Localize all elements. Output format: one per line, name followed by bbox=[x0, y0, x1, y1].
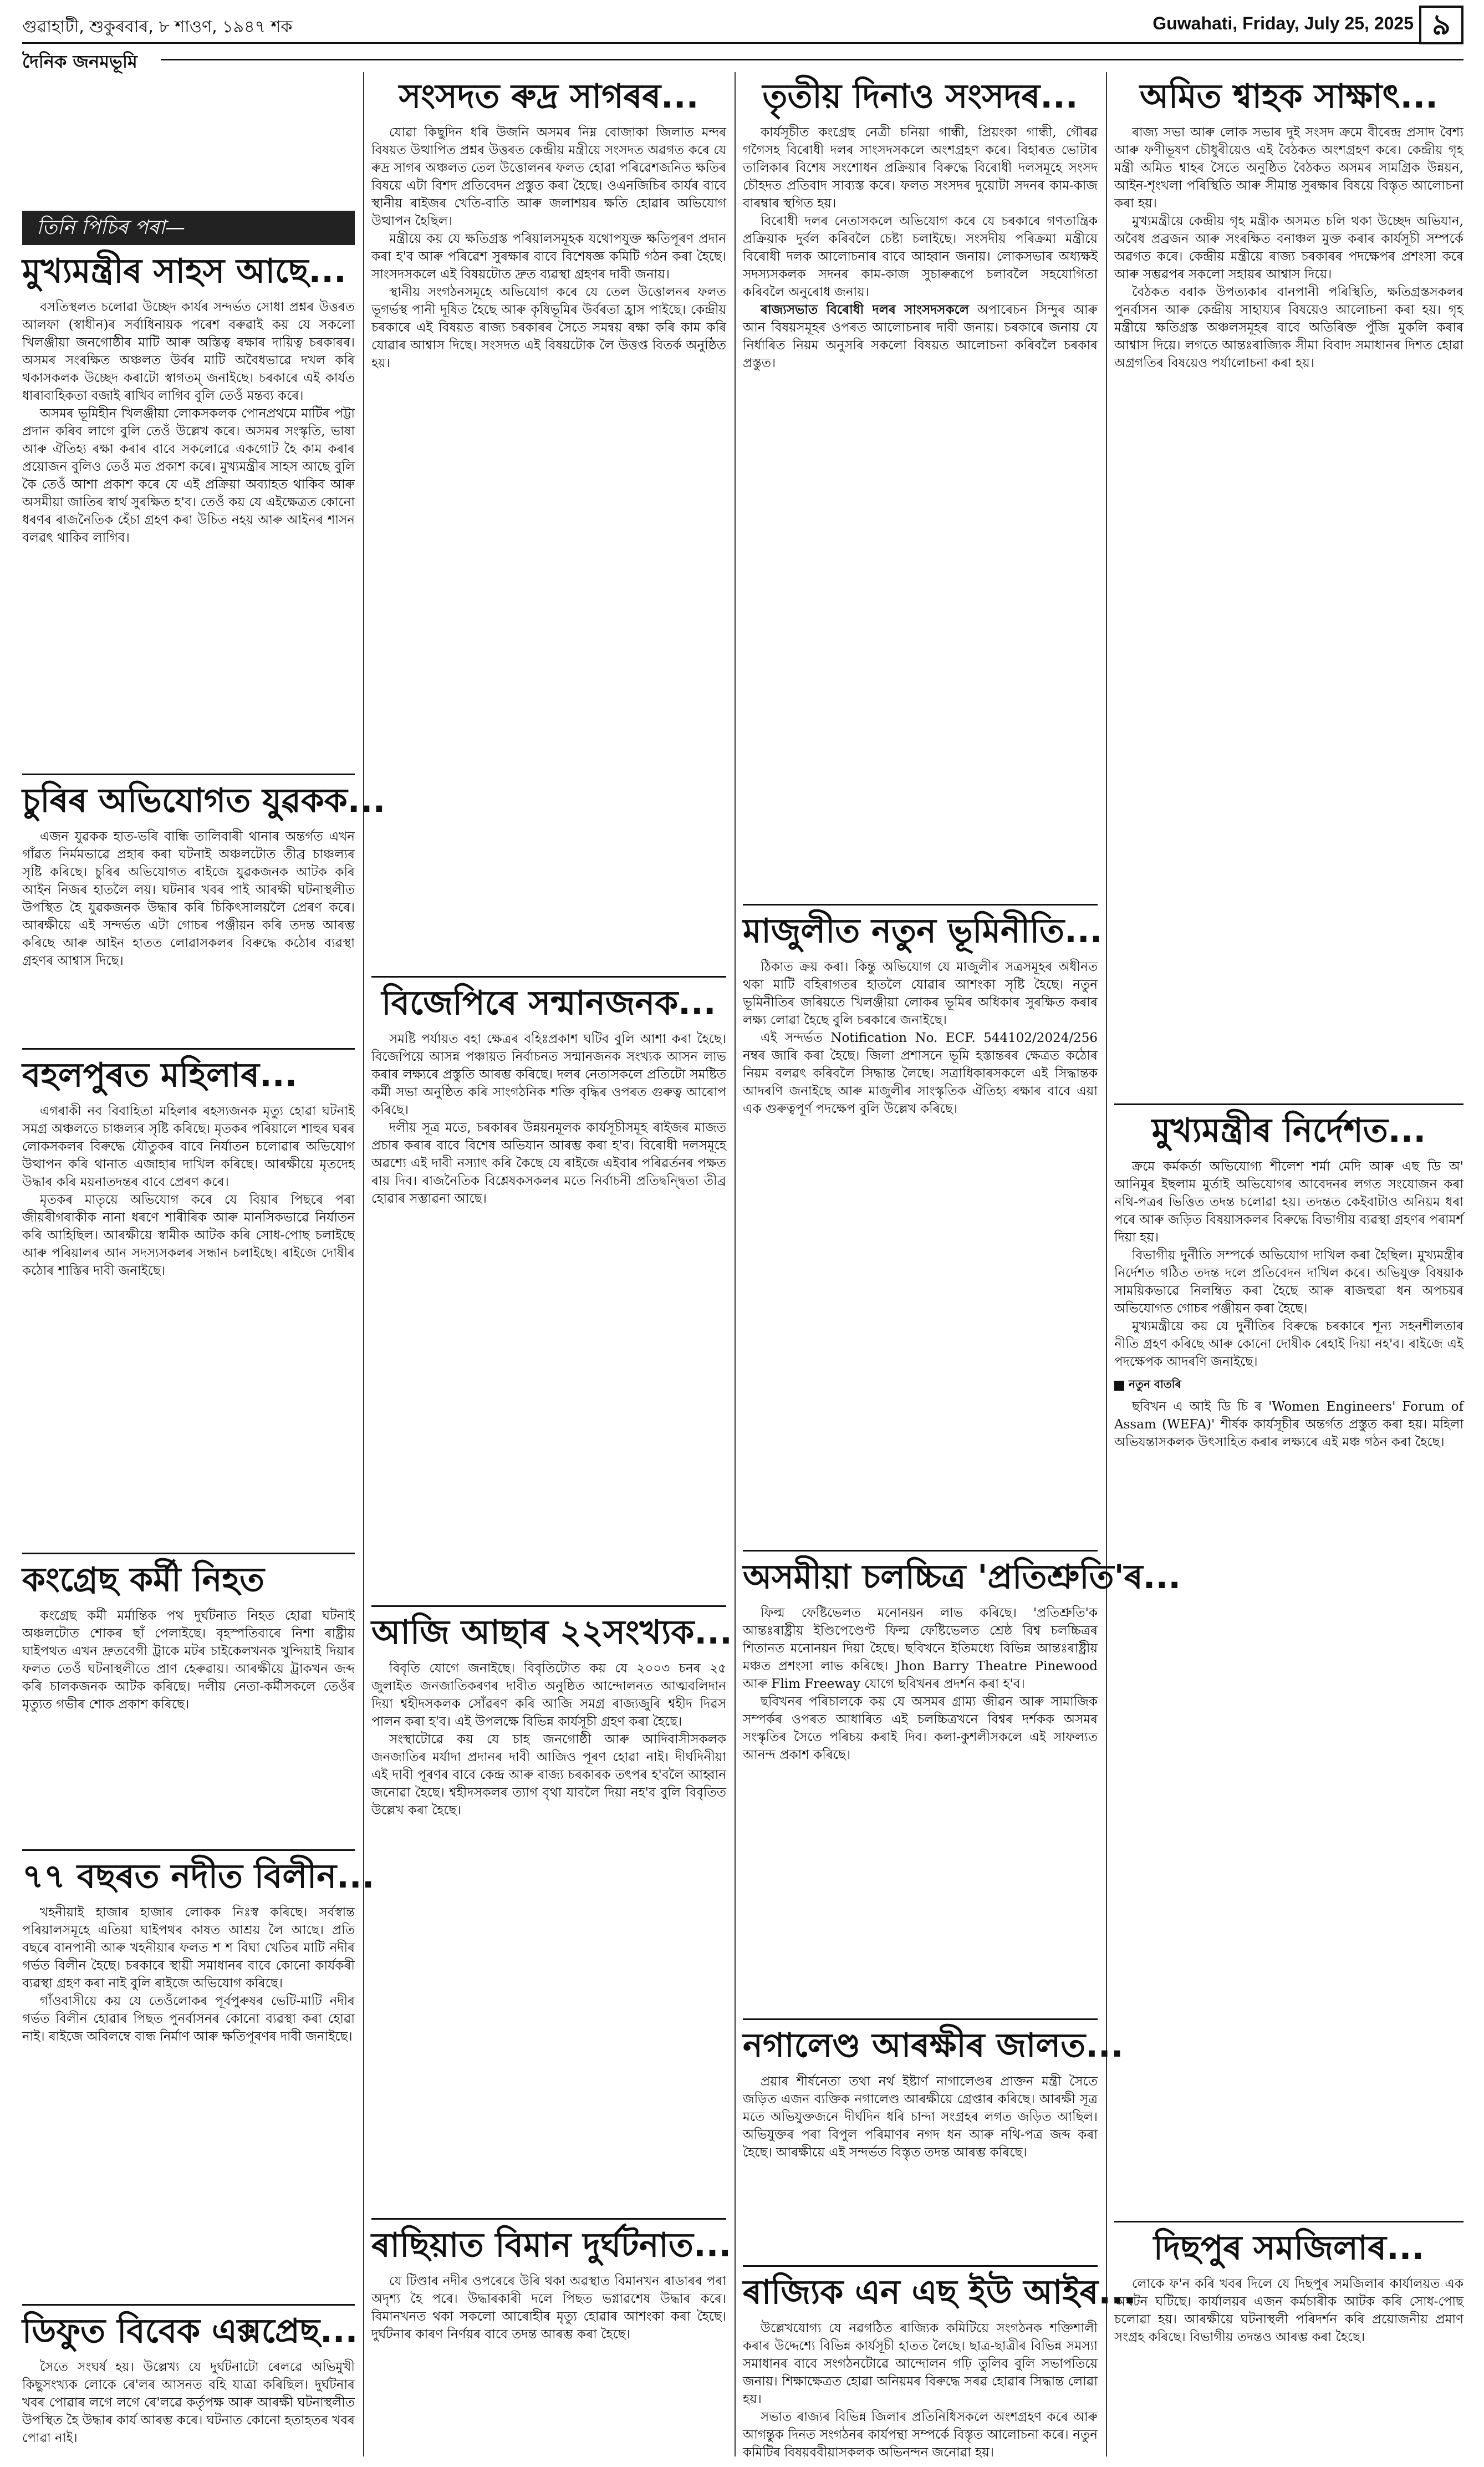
news-flag bbox=[1114, 1376, 1463, 1395]
article-divider bbox=[743, 2265, 1098, 2267]
article-majuli-land bbox=[743, 912, 1103, 1544]
article-divider bbox=[1114, 2221, 1463, 2222]
headline: ৰাছিয়াত বিমান দুৰ্ঘটনাত... bbox=[371, 2226, 732, 2265]
headline: বহলপুৰত মহিলাৰ... bbox=[22, 1056, 298, 1095]
article-divider bbox=[22, 774, 355, 775]
column-divider bbox=[735, 72, 736, 2456]
body-paragraph: বিৰোধী দলৰ নেতাসকলে অভিযোগ কৰে যে চৰকাৰে গণতান্ত্ৰিক প্ৰক্ৰিয়াক দুৰ্বল কৰিবলৈ চেষ্টা চলাইছে। সংসদীয় পৰিক্ৰমা মন্ত্ৰীয়ে বিৰোধী দলক আলোচনাৰ বাবে আহ্বান জনায়। লোকসভাৰ অধ্যক্ষই সদস্যসকলক সদনৰ কাম-কাজ সুচাৰুৰূপে চলাবলৈ সহযোগিতা কৰিবলৈ অনুৰোধ জনায়। bbox=[743, 214, 1098, 299]
article-plane-crash bbox=[371, 2226, 732, 2462]
square-bullet-icon bbox=[1114, 1381, 1124, 1391]
body-paragraph: যোৱা কিছুদিন ধৰি উজনি অসমৰ নিম্ন বোজাকা জিলাত মন্দৰ বিষয়ত উত্থাপিত প্ৰশ্নৰ উত্তৰত কেন্দ্ৰীয় মন্ত্ৰীয়ে সংসদত অৱগত কৰে যে ৰুদ্ৰ সাগৰ অঞ্চলত তেল উত্তোলনৰ ফলত হোৱা পৰিৱেশজনিত ক্ষতিৰ বিষয়ে এটা বিশদ প্ৰতিবেদন প্ৰস্তুত কৰা হৈছে। ওএনজিচিৰ কাৰ্যৰ বাবে স্থানীয় ৰাইজৰ খেতি-বাতি আৰু জলাশয়ৰ ক্ষতি হোৱাৰ অভিযোগ উত্থাপন হৈছিল। bbox=[371, 125, 726, 228]
article-bahalpur-woman bbox=[22, 1056, 355, 1550]
body-paragraph: খহনীয়াই হাজাৰ হাজাৰ লোকক নিঃস্ব কৰিছে। সৰ্বস্বান্ত পৰিয়ালসমূহে এতিয়া ঘাইপথৰ কাষত আশ্ৰয় লৈ আছে। প্ৰতি বছৰে বানপানী আৰু খহনীয়াৰ ফলত শ শ বিঘা খেতিৰ মাটি নদীৰ গৰ্ভত বিলীন হৈছে। চৰকাৰে স্থায়ী সমাধানৰ বাবে কোনো কাৰ্যকৰী ব্যৱস্থা গ্ৰহণ কৰা নাই বুলি ৰাইজে অভিযোগ কৰিছে। bbox=[22, 1905, 355, 1991]
headline: মুখ্যমন্ত্ৰীৰ নিৰ্দেশত... bbox=[1151, 1111, 1426, 1150]
article-cm-courage bbox=[22, 252, 355, 768]
body-paragraph: ক্ৰমে কৰ্মকৰ্তা অভিযোগ্য শীলেশ শৰ্মা মেদি আৰু এছ ডি অ' আনিমুৰ ইছলাম মুৰ্তাই অভিযোগৰ আবেদনৰ লগত সংযোজন কৰা নথি-পত্ৰৰ ভিত্তিত তদন্ত চলোৱা হয়। তদন্তত কেইবাটাও অনিয়ম ধৰা পৰে আৰু জড়িত বিষয়াসকলৰ বিৰুদ্ধে বিভাগীয় ব্যৱস্থা গ্ৰহণৰ পৰামৰ্শ দিয়া হয়। bbox=[1114, 1159, 1463, 1245]
headline: মুখ্যমন্ত্ৰীৰ সাহস আছে... bbox=[22, 252, 346, 291]
headline: দিছপুৰ সমজিলাৰ... bbox=[1153, 2229, 1425, 2267]
headline: সংসদত ৰুদ্ৰ সাগৰৰ... bbox=[399, 77, 699, 116]
body-paragraph: লোকে ফ'ন কৰি খবৰ দিলে যে দিছপুৰ সমজিলাৰ কাৰ্যালয়ত এক অঘটন ঘটিছে। কাৰ্যালয়ৰ এজন কৰ্মচাৰীক আটক কৰি সোধ-পোছ চলোৱা হয়। আৰক্ষীয়ে ঘটনাস্থলী পৰিদৰ্শন কৰি প্ৰয়োজনীয় প্ৰমাণ সংগ্ৰহ কৰিছে। বিভাগীয় তদন্তও আৰম্ভ কৰা হৈছে। bbox=[1114, 2277, 1463, 2344]
body-paragraph: গাঁওবাসীয়ে কয় যে তেওঁলোকৰ পূৰ্বপুৰুষৰ ভেটি-মাটি নদীৰ গৰ্ভত বিলীন হোৱাৰ পিছত পুনৰ্বাসনৰ কোনো ব্যৱস্থা কৰা হোৱা নাই। ৰাইজে অবিলম্বে বান্ধ নিৰ্মাণ আৰু ক্ষতিপূৰণৰ দাবী জনাইছে। bbox=[22, 1994, 355, 2044]
body-paragraph: ছবিখন এ আই ডি চি ৰ 'Women Engineers' Forum of Assam (WEFA)' শীৰ্ষক কাৰ্যসূচীৰ অন্তৰ্গত প্ৰস্তুত কৰা হয়। মহিলা অভিযন্তাসকলক উৎসাহিত কৰাৰ লক্ষ্যৰে এই মঞ্চ গঠন কৰা হৈছে। bbox=[1114, 1400, 1463, 1449]
body-paragraph: কংগ্ৰেছ কৰ্মী মৰ্মান্তিক পথ দুৰ্ঘটনাত নিহত হোৱা ঘটনাই অঞ্চলটোত শোকৰ ছাঁ পেলাইছে। বৃহস্পতিবাৰে নিশা ৰাষ্ট্ৰীয় ঘাইপথত এখন দ্ৰুতবেগী ট্ৰাকে মটৰ চাইকেলখনক খুন্দিয়াই দিয়াৰ ফলত তেওঁ ঘটনাস্থলীতে প্ৰাণ হেৰুৱায়। আৰক্ষীয়ে ট্ৰাকখন জব্দ কৰি চালকজনক আটক কৰিছে। দলীয় নেতা-কৰ্মীসকলে তেওঁৰ মৃত্যুত গভীৰ শোক প্ৰকাশ কৰিছে। bbox=[22, 1609, 355, 1712]
article-cm-directive bbox=[1114, 1112, 1463, 2215]
body-paragraph: এজন যুৱকক হাত-ভৰি বান্ধি তালিবাৰী থানাৰ অন্তৰ্গত এখন গাঁৱত নিৰ্মমভাৱে প্ৰহাৰ কৰা ঘটনাই অঞ্চলটোত তীব্ৰ চাঞ্চল্যৰ সৃষ্টি কৰিছে। চুৰিৰ অভিযোগত ৰাইজে যুৱকজনক আটক কৰি আইন নিজৰ হাতলৈ লয়। ঘটনাৰ খবৰ পাই আৰক্ষী ঘটনাস্থলীত উপস্থিত হৈ যুৱকজনক উদ্ধাৰ কৰি চিকিৎসালয়লৈ প্ৰেৰণ কৰে। আৰক্ষীয়ে এই সন্দৰ্ভত এটা গোচৰ পঞ্জীয়ন কৰি তদন্ত আৰম্ভ কৰিছে আৰু আইন হাতত লোৱাসকলৰ বিৰুদ্ধে কঠোৰ ব্যৱস্থা গ্ৰহণৰ আশ্বাস দিছে। bbox=[22, 830, 355, 968]
article-dispur-samajila bbox=[1114, 2229, 1463, 2462]
article-divider bbox=[743, 1550, 1098, 1552]
article-parliament-day3 bbox=[743, 78, 1098, 898]
body-paragraph: যে টিণ্ডাৰ নদীৰ ওপৰেৰে উৰি থকা অৱস্থাত বিমানখন ৰাডাৰৰ পৰা অদৃশ্য হৈ পৰে। উদ্ধাৰকাৰী দলে পিছত ভগ্নাৱশেষ উদ্ধাৰ কৰে। বিমানখনত থকা সকলো আৰোহীৰ মৃত্যু হোৱাৰ আশংকা কৰা হৈছে। দুৰ্ঘটনাৰ কাৰণ নিৰ্ণয়ৰ বাবে তদন্ত আৰম্ভ কৰা হৈছে। bbox=[371, 2274, 726, 2342]
article-parliament-sagar bbox=[371, 78, 726, 970]
headline: মাজুলীত নতুন ভূমিনীতি... bbox=[743, 912, 1103, 950]
headline: কংগ্ৰেছ কৰ্মী নিহত bbox=[22, 1560, 264, 1599]
header-date-assamese: গুৱাহাটী, শুকুৰবাৰ, ৮ শাওণ, ১৯৪৭ শক bbox=[22, 17, 293, 37]
article-divider bbox=[743, 2018, 1098, 2020]
body-paragraph: মন্ত্ৰীয়ে কয় যে ক্ষতিগ্ৰস্ত পৰিয়ালসমূহক যথোপযুক্ত ক্ষতিপূৰণ প্ৰদান কৰা হ'ব আৰু পৰিৱেশ সুৰক্ষাৰ বাবে বিশেষজ্ঞ কমিটি গঠন কৰা হৈছে। সাংসদসকলে এই বিষয়টোত দ্ৰুত ব্যৱস্থা গ্ৰহণৰ দাবী জনায়। bbox=[371, 232, 726, 282]
article-divider bbox=[371, 976, 726, 978]
article-divider bbox=[22, 1849, 355, 1851]
body-paragraph: ৰাজ্যসভাত বিৰোধী দলৰ সাংসদসকলে অপাৰেচন সিন্দুৰ আৰু আন বিষয়সমূহৰ ওপৰত আলোচনাৰ দাবী জনায়। চৰকাৰে জনায় যে নিৰ্ধাৰিত নিয়ম অনুসৰি সকলো বিষয়ত আলোচনা কৰিবলৈ চৰকাৰ প্ৰস্তুত। bbox=[743, 302, 1098, 370]
article-divider bbox=[22, 1553, 355, 1554]
header-date-english: Guwahati, Friday, July 25, 2025 bbox=[1152, 13, 1414, 33]
body-paragraph: সভাত ৰাজ্যৰ বিভিন্ন জিলাৰ প্ৰতিনিধিসকলে অংশগ্ৰহণ কৰে আৰু আগন্তুক দিনত সংগঠনৰ কাৰ্যপন্থা সম্পৰ্কে বিস্তৃত আলোচনা কৰে। নতুন কমিটিৰ বিষয়ববীয়াসকলক অভিনন্দন জনোৱা হয়। bbox=[743, 2410, 1098, 2460]
body-paragraph: ছবিখনৰ পৰিচালকে কয় যে অসমৰ গ্ৰাম্য জীৱন আৰু সামাজিক সম্পৰ্কৰ ওপৰত আধাৰিত এই চলচ্চিত্ৰখনে বিশ্বৰ দৰ্শকক অসমৰ সংস্কৃতিৰ সৈতে পৰিচয় কৰাই দিব। কলা-কুশলীসকলে এই সাফল্যত আনন্দ প্ৰকাশ কৰিছে। bbox=[743, 1695, 1098, 1762]
headline: অমিত শ্বাহক সাক্ষাৎ... bbox=[1140, 77, 1438, 116]
article-bjp-honor bbox=[371, 984, 726, 1600]
body-paragraph: মুখ্যমন্ত্ৰীয়ে কয় যে দুৰ্নীতিৰ বিৰুদ্ধে চৰকাৰে শূন্য সহনশীলতাৰ নীতি গ্ৰহণ কৰিছে আৰু কোনো দোষীক ৰেহাই দিয়া নহ'ব। ৰাইজে এই পদক্ষেপক আদৰণি জনাইছে। bbox=[1114, 1319, 1463, 1369]
headline: বিজেপিৰে সন্মানজনক... bbox=[381, 984, 716, 1023]
headline: তৃতীয় দিনাও সংসদৰ... bbox=[762, 77, 1078, 116]
article-dibrugarh-express bbox=[22, 2312, 358, 2462]
article-assamese-film bbox=[743, 1558, 1181, 2013]
body-paragraph: দলীয় সূত্ৰ মতে, চৰকাৰৰ উন্নয়নমূলক কাৰ্যসূচীসমূহ ৰাইজৰ মাজত প্ৰচাৰ কৰাৰ বাবে বিশেষ অভিযান আৰম্ভ কৰা হ'ব। বিৰোধী দলসমূহে অৱশ্যে এই দাবী নস্যাৎ কৰি কৈছে যে ৰাইজে এইবাৰ পৰিৱৰ্তনৰ পক্ষত ৰায় দিব। ৰাজনৈতিক বিশ্লেষকসকলৰ মতে নিৰ্বাচনী প্ৰতিদ্বন্দ্বিতা তীব্ৰ হোৱাৰ সম্ভাৱনা আছে। bbox=[371, 1121, 726, 1206]
body-paragraph: বৈঠকত বৰাক উপত্যকাৰ বানপানী পৰিস্থিতি, ক্ষতিগ্ৰস্তসকলৰ পুনৰ্বাসন আৰু কেন্দ্ৰীয় সাহায্যৰ বিষয়েও আলোচনা কৰা হয়। গৃহ মন্ত্ৰীয়ে ক্ষতিগ্ৰস্ত অঞ্চলসমূহৰ বাবে অতিৰিক্ত পুঁজি মুকলি কৰাৰ আশ্বাস দিয়ে। লগতে আন্তঃৰাজ্যিক সীমা বিবাদ সমাধানৰ দিশত হোৱা অগ্ৰগতিৰ বিষয়েও পৰ্যালোচনা কৰা হয়। bbox=[1114, 285, 1463, 370]
paper-name: দৈনিক জনমভূমি bbox=[22, 51, 137, 72]
body-paragraph: উল্লেখযোগ্য যে নৱগঠিত ৰাজ্যিক কমিটিয়ে সংগঠনক শক্তিশালী কৰাৰ উদ্দেশ্যে বিভিন্ন কাৰ্যসূচী হাতত লৈছে। ছাত্ৰ-ছাত্ৰীৰ বিভিন্ন সমস্যা সমাধানৰ বাবে সংগঠনটোৱে আন্দোলন গঢ়ি তুলিব বুলি সভাপতিয়ে জনায়। শিক্ষাক্ষেত্ৰত হোৱা অনিয়মৰ বিৰুদ্ধে সৰৱ হোৱাৰ সিদ্ধান্ত লোৱা হয়। bbox=[743, 2321, 1098, 2407]
headline: আজি আছাৰ ২২সংখ্যক... bbox=[371, 1613, 732, 1652]
body-paragraph: মুখ্যমন্ত্ৰীয়ে কেন্দ্ৰীয় গৃহ মন্ত্ৰীক অসমত চলি থকা উচ্ছেদ অভিযান, অবৈধ প্ৰব্ৰজন আৰু সংৰক্ষিত বনাঞ্চল মুক্ত কৰাৰ কাৰ্যসূচী সম্পৰ্কে অৱগত কৰে। কেন্দ্ৰীয় মন্ত্ৰীয়ে ৰাজ্য চৰকাৰৰ পদক্ষেপৰ প্ৰশংসা কৰে আৰু সম্ভৱপৰ সকলো সহায়ৰ আশ্বাস দিয়ে। bbox=[1114, 214, 1463, 282]
headline: নগালেণ্ড আৰক্ষীৰ জালত... bbox=[743, 2026, 1124, 2065]
article-divider bbox=[22, 2304, 355, 2306]
article-river-77 bbox=[22, 1857, 375, 2301]
column-divider bbox=[1106, 72, 1107, 2456]
body-paragraph: বসতিস্থলত চলোৱা উচ্ছেদ কাৰ্যৰ সন্দৰ্ভত সোধা প্ৰশ্নৰ উত্তৰত আলফা (স্বাধীন)ৰ সৰ্বাধিনায়ক পৰেশ বৰুৱাই কয় যে সকলো খিলঞ্জীয়া জনগোষ্ঠীৰ মাটি আৰু অস্তিত্ব ৰক্ষাৰ দায়িত্ব চৰকাৰৰ। অসমৰ সংৰক্ষিত অঞ্চলত উৰ্বৰ মাটি অবৈধভাৱে দখল কৰি থকাসকলক উচ্ছেদ কৰাটো স্বাগতম্‌ জনাইছে। চৰকাৰে এই কাৰ্যত ধাৰাবাহিকতা বজাই ৰাখিব লাগিব বুলি তেওঁ মন্তব্য কৰে। bbox=[22, 300, 355, 403]
article-divider bbox=[371, 2218, 726, 2220]
article-state-nsui bbox=[743, 2273, 1136, 2462]
body-paragraph: সৈতে সংঘৰ্ষ হয়। উল্লেখ্য যে দুৰ্ঘটনাটো ৰেলৱে অভিমুখী কিছুসংখ্যক লোকে ৰে'লৰ আসনত বহি যাত্ৰা কৰিছিল। দুৰ্ঘটনাৰ খবৰ পোৱাৰ লগে লগে ৰে'লৱে কৰ্তৃপক্ষ আৰু আৰক্ষী ঘটনাস্থলীত উপস্থিত হৈ উদ্ধাৰ কাৰ্য আৰম্ভ কৰে। ঘটনাত কোনো হতাহতৰ খবৰ পোৱা নাই। bbox=[22, 2360, 355, 2445]
headline: ৰাজ্যিক এন এছ ইউ আইৰ... bbox=[743, 2273, 1136, 2312]
headline: ৭৭ বছৰত নদীত বিলীন... bbox=[22, 1857, 375, 1896]
news-flag-label: নতুন বাতৰি bbox=[1129, 1377, 1181, 1391]
article-divider bbox=[371, 1605, 726, 1607]
body-paragraph: বিভাগীয় দুৰ্নীতি সম্পৰ্কে অভিযোগ দাখিল কৰা হৈছিল। মুখ্যমন্ত্ৰীৰ নিৰ্দেশত গঠিত তদন্ত দলে প্ৰতিবেদন দাখিল কৰে। অভিযুক্ত বিষয়াক সাময়িকভাৱে নিলম্বিত কৰা হৈছে আৰু ৰাজহুৱা ধন অপচয়ৰ অভিযোগত গোচৰ পঞ্জীয়ন কৰা হৈছে। bbox=[1114, 1248, 1463, 1316]
body-paragraph: ৰাজ্য সভা আৰু লোক সভাৰ দুই সংসদ ক্ৰমে বীৰেন্দ্ৰ প্ৰসাদ বৈশ্য আৰু ফণীভূষণ চৌধুৰীয়েও এই বৈঠকত অংশগ্ৰহণ কৰে। কেন্দ্ৰীয় গৃহ মন্ত্ৰী অমিত শ্বাহৰ সৈতে অনুষ্ঠিত বৈঠকত অসমৰ সামগ্ৰিক উন্নয়ন, আইন-শৃংখলা পৰিস্থিতি আৰু সীমান্ত সুৰক্ষাৰ বিষয়ে বিস্তৃত আলোচনা কৰা হয়। bbox=[1114, 125, 1463, 211]
body-paragraph: সমষ্টি পৰ্যায়ত বহা ক্ষেত্ৰৰ বহিঃপ্ৰকাশ ঘটিব বুলি আশা কৰা হৈছে। বিজেপিয়ে আসন্ন পঞ্চায়ত নিৰ্বাচনত সন্মানজনক সংখ্যক আসন লাভ কৰাৰ লক্ষ্যৰে প্ৰস্তুতি আৰম্ভ কৰিছে। দলৰ নেতাসকলে প্ৰতিটো সমষ্টিত কৰ্মী সভা অনুষ্ঠিত কৰি সাংগঠনিক শক্তি বৃদ্ধিৰ ওপৰত গুৰুত্ব আৰোপ কৰিছে। bbox=[371, 1032, 726, 1117]
article-nagaland-police bbox=[743, 2026, 1124, 2260]
body-paragraph: কাৰ্যসূচীত কংগ্ৰেছ নেত্ৰী চনিয়া গান্ধী, প্ৰিয়ংকা গান্ধী, গৌৰৱ গগৈসহ বিৰোধী দলৰ সাংসদসকলে অংশগ্ৰহণ কৰে। বিহাৰত ভোটাৰ তালিকাৰ বিশেষ সংশোধন প্ৰক্ৰিয়াৰ বিৰুদ্ধে বিৰোধী দলসমূহে সংসদ চৌহদত প্ৰতিবাদ সাব্যস্ত কৰে। ফলত সংসদৰ দুয়োটা সদনৰ কাম-কাজ বাৰম্বাৰ স্থগিত হয়। bbox=[743, 125, 1098, 211]
page-number: ৯ bbox=[1419, 6, 1463, 44]
header-rule bbox=[22, 42, 1463, 44]
body-paragraph: ঠিকাত ক্ৰয় কৰা। কিন্তু অভিযোগ যে মাজুলীৰ সত্ৰসমূহৰ অধীনত থকা মাটি বহিৰাগতৰ হাতলৈ যোৱাৰ আশংকা সৃষ্টি হৈছে। নতুন ভূমিনীতিৰ জৰিয়তে খিলঞ্জীয়া লোকৰ ভূমিৰ অধিকাৰ সুৰক্ষিত কৰাৰ লক্ষ্য লোৱা হৈছে বুলি চৰকাৰে জনাইছে। bbox=[743, 960, 1098, 1028]
headline: অসমীয়া চলচ্চিত্ৰ 'প্ৰতিশ্ৰুতি'ৰ... bbox=[743, 1558, 1181, 1596]
body-paragraph: এই সন্দৰ্ভত Notification No. ECF. 544102/2024/256 নম্বৰ জাৰি কৰা হৈছে। জিলা প্ৰশাসনে ভূমি হস্তান্তৰৰ ক্ষেত্ৰত কঠোৰ নিয়ম বলৱৎ কৰিবলৈ সিদ্ধান্ত লৈছে। সত্ৰাধিকাৰসকলে এই সিদ্ধান্তক আদৰণি জনাইছে আৰু মাজুলীৰ সাংস্কৃতিক ঐতিহ্য ৰক্ষাৰ বাবে এয়া এক গুৰুত্বপূৰ্ণ পদক্ষেপ বুলি উল্লেখ কৰিছে। bbox=[743, 1031, 1098, 1116]
article-divider bbox=[1114, 1103, 1463, 1105]
article-amit-shah bbox=[1114, 78, 1463, 1098]
section-label: তিনি পিচিৰ পৰা— bbox=[22, 211, 355, 245]
body-paragraph: বিবৃতি যোগে জনাইছে। বিবৃতিটোত কয় যে ২০০৩ চনৰ ২৫ জুলাইত জনজাতিকৰণৰ দাবীত অনুষ্ঠিত আন্দোলনত আত্মবলিদান দিয়া শ্বহীদসকলক সোঁৱৰণ কৰি আজি সমগ্ৰ ৰাজ্যজুৰি শ্বহীদ দিৱস পালন কৰা হ'ব। এই উপলক্ষে বিভিন্ন কাৰ্যসূচী গ্ৰহণ কৰা হৈছে। bbox=[371, 1661, 726, 1729]
body-paragraph: প্ৰয়াৰ শীৰ্ষনেতা তথা নৰ্থ ইষ্টাৰ্ণ নাগালেণ্ডৰ প্ৰাক্তন মন্ত্ৰী সৈতে জড়িত এজন ব্যক্তিক নগালেণ্ড আৰক্ষীয়ে গ্ৰেপ্তাৰ কৰিছে। আৰক্ষী সূত্ৰ মতে অভিযুক্তজনে দীৰ্ঘদিন ধৰি চান্দা সংগ্ৰহৰ লগত জড়িত আছিল। অভিযুক্তৰ পৰা বিপুল পৰিমাণৰ নগদ ধন আৰু নথি-পত্ৰ জব্দ কৰা হৈছে। আৰক্ষীয়ে এই সন্দৰ্ভত বিস্তৃত তদন্ত আৰম্ভ কৰিছে। bbox=[743, 2074, 1098, 2160]
article-theft-youth bbox=[22, 781, 386, 1042]
article-congress-worker bbox=[22, 1561, 355, 1844]
article-today-22 bbox=[371, 1613, 732, 2212]
header-rule-2 bbox=[161, 59, 1463, 60]
page-header bbox=[22, 6, 1463, 72]
headline: চুৰিৰ অভিযোগত যুৱকক... bbox=[22, 781, 386, 820]
column-divider bbox=[363, 72, 364, 2456]
article-divider bbox=[22, 1048, 355, 1050]
body-paragraph: স্থানীয় সংগঠনসমূহে অভিযোগ কৰে যে তেল উত্তোলনৰ ফলত ভূগৰ্ভস্থ পানী দূষিত হৈছে আৰু কৃষিভূমিৰ উৰ্বৰতা হ্ৰাস পাইছে। কেন্দ্ৰীয় চৰকাৰে এই বিষয়ত ৰাজ্য চৰকাৰৰ সৈতে সমন্বয় ৰক্ষা কৰি কাম কৰি যোৱাৰ আশ্বাস দিছে। সংসদত এই বিষয়টোক লৈ উত্তপ্ত বিতৰ্ক অনুষ্ঠিত হয়। bbox=[371, 285, 726, 370]
body-paragraph: সংস্থাটোৱে কয় যে চাহ জনগোষ্ঠী আৰু আদিবাসীসকলক জনজাতিৰ মৰ্যাদা প্ৰদানৰ দাবী আজিও পূৰণ হোৱা নাই। দীৰ্ঘদিনীয়া এই দাবী পূৰণৰ বাবে কেন্দ্ৰ আৰু ৰাজ্য চৰকাৰক তৎপৰ হ'বলৈ আহ্বান জনোৱা হৈছে। শ্বহীদসকলৰ ত্যাগ বৃথা যাবলৈ দিয়া নহ'ব বুলি বিবৃতিত উল্লেখ কৰা হৈছে। bbox=[371, 1732, 726, 1818]
article-divider bbox=[743, 904, 1098, 906]
body-paragraph: মৃতকৰ মাতৃয়ে অভিযোগ কৰে যে বিয়াৰ পিছৰে পৰা জীয়ৰীগৰাকীক নানা ধৰণে শাৰীৰিক আৰু মানসিকভাৱে নিৰ্যাতন কৰি আহিছিল। আৰক্ষীয়ে স্বামীক আটক কৰি সোধ-পোছ চলাইছে আৰু পৰিয়ালৰ আন সদস্যসকলৰ সন্ধান চলাইছে। ৰাইজে দোষীৰ কঠোৰ শাস্তিৰ দাবী জনাইছে। bbox=[22, 1193, 355, 1278]
body-paragraph: এগৰাকী নব বিবাহিতা মহিলাৰ ৰহস্যজনক মৃত্যু হোৱা ঘটনাই সমগ্ৰ অঞ্চলতে চাঞ্চল্যৰ সৃষ্টি কৰিছে। মৃতকৰ পৰিয়ালে শাহুৰ ঘৰৰ লোকসকলৰ বিৰুদ্ধে যৌতুকৰ বাবে নিৰ্যাতন চলোৱাৰ অভিযোগ উত্থাপন কৰি থানাত এজাহাৰ দাখিল কৰিছে। আৰক্ষীয়ে মৃতদেহ উদ্ধাৰ কৰি ময়নাতদন্তৰ বাবে প্ৰেৰণ কৰে। bbox=[22, 1104, 355, 1189]
body-paragraph: ফিল্ম ফেষ্টিভেলত মনোনয়ন লাভ কৰিছে। 'প্ৰতিশ্ৰুতি'ক আন্তঃৰাষ্ট্ৰীয় ইণ্ডিপেণ্ডেণ্ট ফিল্ম ফেষ্টিভেলত শ্ৰেষ্ঠ বিশ্ব চলচ্চিত্ৰৰ শিতানত মনোনয়ন দিয়া হৈছে। ছবিখনে ইতিমধ্যে বিভিন্ন আন্তঃৰাষ্ট্ৰীয় মঞ্চত প্ৰশংসা লাভ কৰিছে। Jhon Barry Theatre Pinewood আৰু Flim Freeway যোগে ছবিখনৰ প্ৰদৰ্শন কৰা হ'ব। bbox=[743, 1606, 1098, 1691]
headline: ডিফুত বিবেক এক্সপ্ৰেছ... bbox=[22, 2312, 358, 2351]
body-paragraph: অসমৰ ভূমিহীন খিলঞ্জীয়া লোকসকলক পোনপ্ৰথমে মাটিৰ পট্টা প্ৰদান কৰিব লাগে বুলি তেওঁ উল্লেখ কৰে। অসমৰ সংস্কৃতি, ভাষা আৰু ঐতিহ্য ৰক্ষা কৰাৰ বাবে সকলোৱে একগোট হৈ কাম কৰাৰ প্ৰয়োজন বুলিও তেওঁ মত প্ৰকাশ কৰে। মুখ্যমন্ত্ৰীৰ সাহস আছে বুলি কৈ তেওঁ আশা প্ৰকাশ কৰে যে এই প্ৰক্ৰিয়া অব্যাহত থাকিব আৰু অসমীয়া জাতিৰ স্বাৰ্থ সুৰক্ষিত হ'ব। তেওঁ কয় যে এইক্ষেত্ৰত কোনো ধৰণৰ ৰাজনৈতিক হেঁচা গ্ৰহণ কৰা উচিত নহয় আৰু আইনৰ শাসন বলৱৎ থাকিব লাগিব। bbox=[22, 406, 355, 545]
